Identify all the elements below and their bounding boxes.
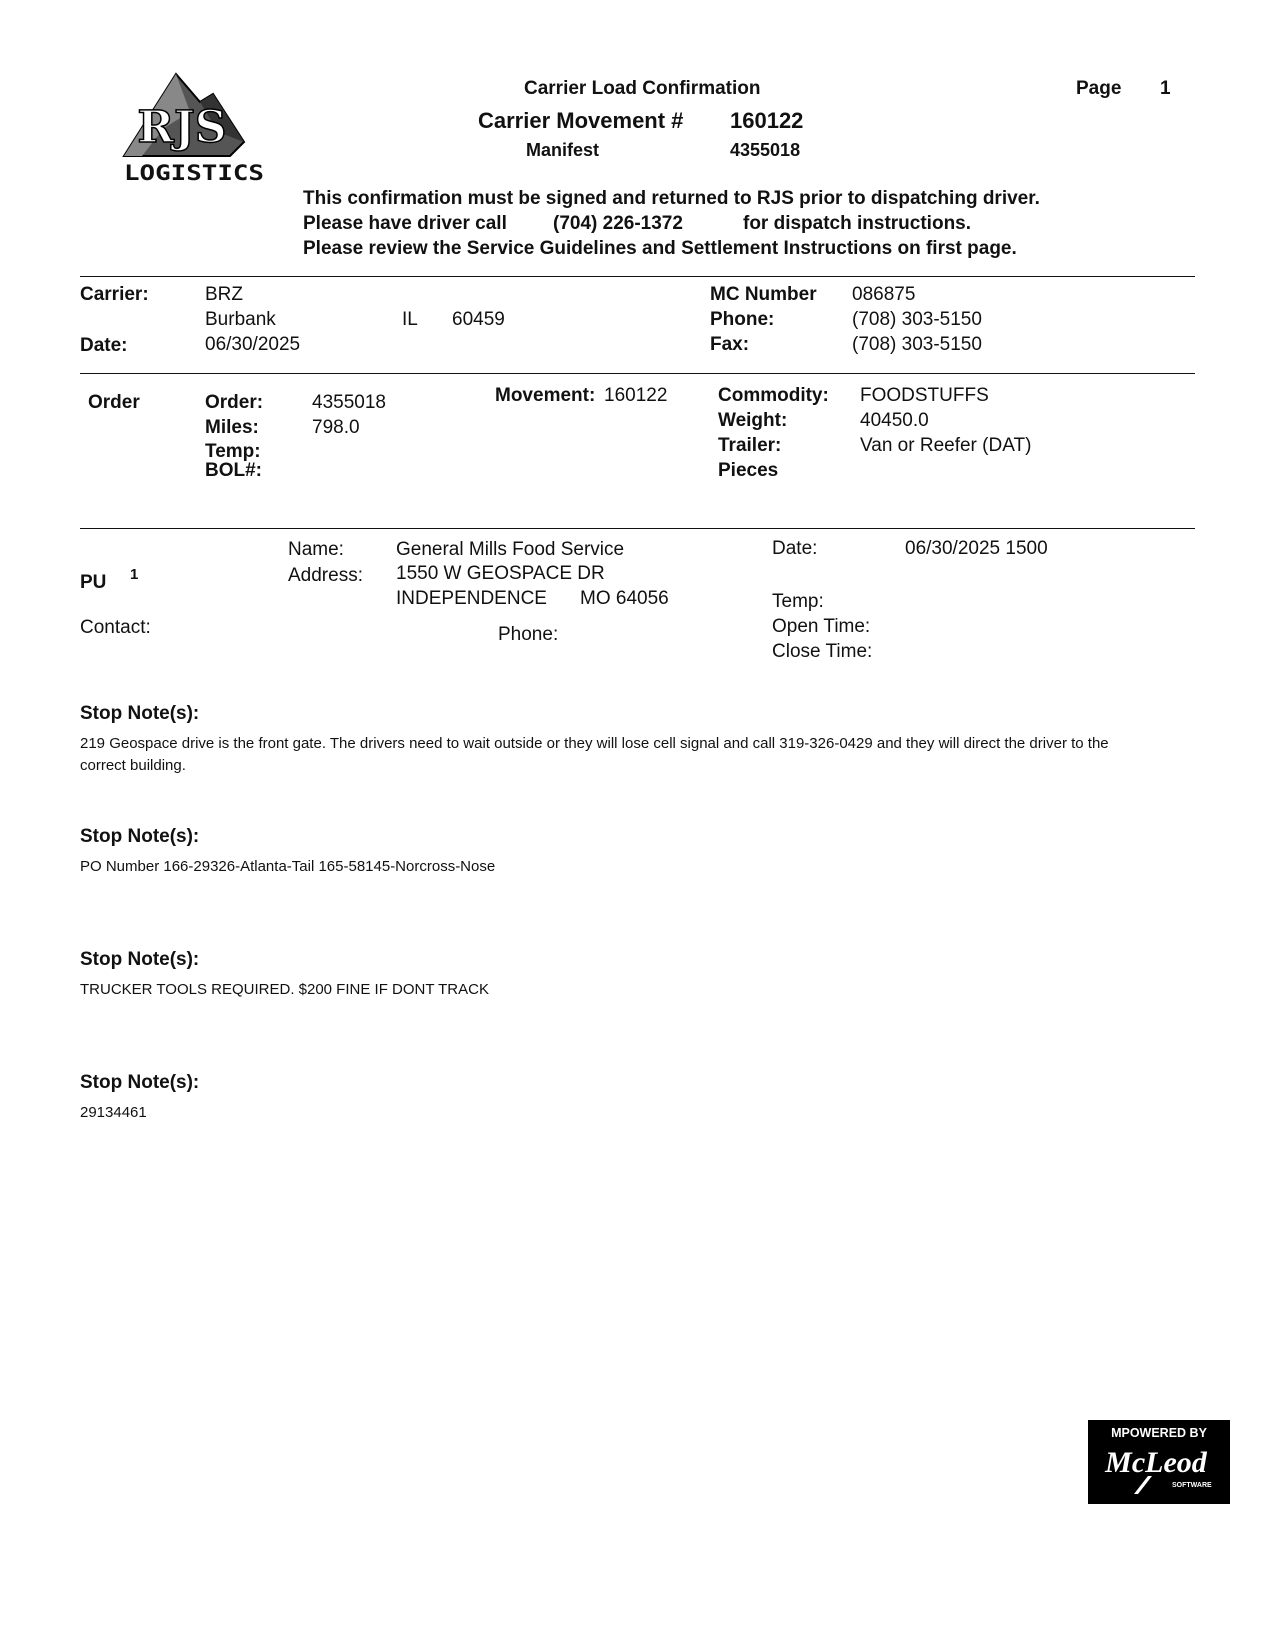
logo-wordmark: LOGISTICS [124, 161, 264, 185]
commodity-value: FOODSTUFFS [860, 385, 989, 406]
order-number-label: Order: [205, 392, 264, 413]
dispatch-phone: (704) 226-1372 [553, 213, 683, 234]
stop-name-label: Name: [288, 539, 344, 560]
trailer-value: Van or Reefer (DAT) [860, 435, 1032, 456]
rjs-logistics-logo [118, 72, 268, 188]
mc-number: 086875 [852, 284, 916, 305]
pieces-label: Pieces [718, 460, 779, 481]
stop-note-heading: Stop Note(s): [80, 1072, 200, 1093]
page-number: 1 [1160, 78, 1171, 99]
carrier-movement-label: Carrier Movement # [478, 108, 684, 133]
divider [80, 528, 1195, 529]
manifest-label: Manifest [526, 140, 600, 160]
stop-note-heading: Stop Note(s): [80, 826, 200, 847]
carrier-phone: (708) 303-5150 [852, 309, 982, 330]
stop-address-label: Address: [288, 565, 363, 586]
divider [80, 276, 1195, 277]
contact-label: Contact: [80, 617, 151, 638]
carrier-movement-number: 160122 [730, 108, 804, 133]
divider [80, 373, 1195, 374]
order-section-label: Order [88, 392, 140, 413]
carrier-zip: 60459 [452, 309, 505, 330]
notice-line-1: This confirmation must be signed and returned to RJS prior to dispatching driver. [303, 188, 1040, 209]
manifest-number: 4355018 [730, 140, 801, 160]
notice-line-2b: for dispatch instructions. [743, 213, 972, 234]
carrier-date-label: Date: [80, 335, 128, 356]
mcleod-wordmark: McLeod [1105, 1446, 1207, 1479]
logo-letters: RJS [137, 102, 227, 153]
stop-note-heading: Stop Note(s): [80, 703, 200, 724]
stop-note-text: PO Number 166-29326-Atlanta-Tail 165-58145-Norcross-Nose [80, 858, 496, 875]
miles-value: 798.0 [312, 417, 360, 438]
bol-label: BOL#: [205, 460, 262, 481]
trailer-label: Trailer: [718, 435, 782, 456]
stop-note-text: TRUCKER TOOLS REQUIRED. $200 FINE IF DONT TRACK [80, 981, 489, 998]
stop-type: PU [80, 572, 107, 593]
order-temp-label: Temp: [205, 441, 261, 462]
powered-by-text: MPOWERED BY [1111, 1426, 1207, 1440]
stop-number: 1 [130, 566, 139, 583]
movement-value: 160122 [604, 385, 668, 406]
weight-value: 40450.0 [860, 410, 929, 431]
carrier-city: Burbank [205, 309, 276, 330]
mcleod-software-badge [1088, 1420, 1230, 1504]
page-label: Page [1076, 78, 1122, 99]
stop-note-text: 29134461 [80, 1104, 147, 1121]
stop-phone-label: Phone: [498, 624, 559, 645]
stop-address-line1: 1550 W GEOSPACE DR [396, 563, 605, 584]
carrier-name: BRZ [205, 284, 243, 305]
notice-line-3: Please review the Service Guidelines and Settlement Instructions on first page. [303, 238, 1017, 259]
stop-temp-label: Temp: [772, 591, 824, 612]
stop-note-text: 219 Geospace drive is the front gate. The drivers need to wait outside or they will lose cell signal and call 319-326-0429 and they will direct the driver to the correct building. [80, 735, 1109, 774]
carrier-label: Carrier: [80, 284, 149, 305]
carrier-phone-label: Phone: [710, 309, 775, 330]
carrier-fax-label: Fax: [710, 334, 750, 355]
mcleod-sub: SOFTWARE [1172, 1482, 1212, 1489]
mc-number-label: MC Number [710, 284, 817, 305]
order-number: 4355018 [312, 392, 386, 413]
stop-name: General Mills Food Service [396, 539, 625, 560]
notice-line-2a: Please have driver call [303, 213, 507, 234]
weight-label: Weight: [718, 410, 788, 431]
open-time-label: Open Time: [772, 616, 871, 637]
close-time-label: Close Time: [772, 641, 873, 662]
stop-date: 06/30/2025 1500 [905, 538, 1048, 559]
carrier-date: 06/30/2025 [205, 334, 301, 355]
miles-label: Miles: [205, 417, 259, 438]
carrier-fax: (708) 303-5150 [852, 334, 982, 355]
document-title: Carrier Load Confirmation [524, 78, 761, 99]
carrier-state: IL [402, 309, 418, 330]
stop-city: INDEPENDENCE [396, 588, 547, 609]
commodity-label: Commodity: [718, 385, 829, 406]
stop-state-zip: MO 64056 [580, 588, 669, 609]
stop-date-label: Date: [772, 538, 818, 559]
movement-label: Movement: [495, 385, 596, 406]
stop-note-heading: Stop Note(s): [80, 949, 200, 970]
